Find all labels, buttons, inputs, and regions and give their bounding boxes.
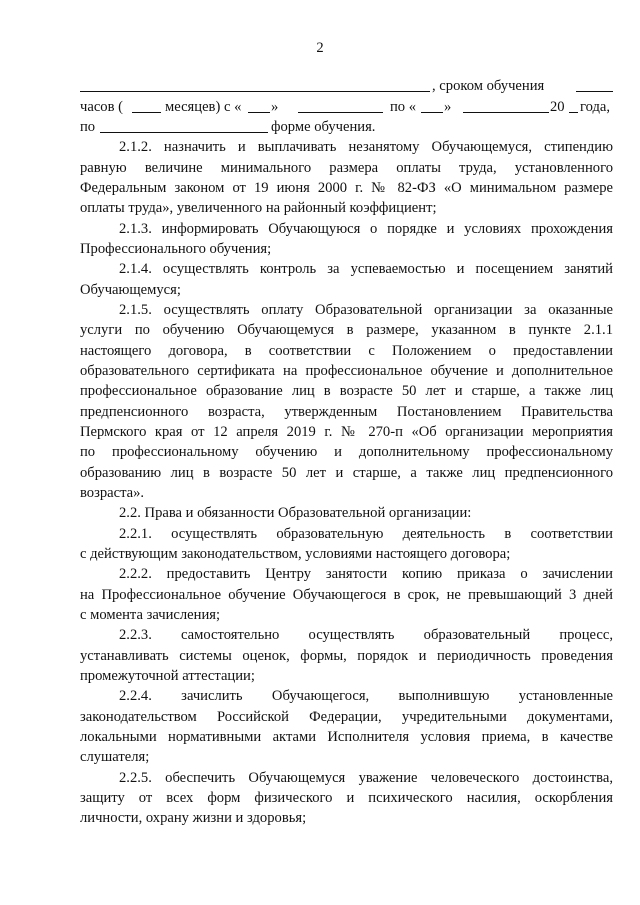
blank-field [576, 76, 613, 92]
year-number: 20 [550, 99, 565, 115]
text-line: 2.2. Права и обязанности Образовательной организации: [119, 505, 472, 521]
quote-close: » [271, 99, 279, 115]
text-line: профессиональное образование лиц в возрасте 50 лет и старше, а также лиц [80, 383, 613, 399]
text-line: Профессионального обучения; [80, 241, 272, 257]
text-line: Пермского края от 12 апреля 2019 г. № 270-п «Об организации мероприятия [80, 424, 613, 440]
hours-label: часов ( [80, 99, 123, 115]
blank-field [100, 117, 268, 133]
text-line: предпенсионного возраста, утвержденным Постановлением Правительства [80, 404, 613, 420]
months-label: месяцев) с « [165, 99, 242, 115]
header-line-3 [80, 117, 613, 138]
blank-field [248, 97, 270, 113]
header-line-1 [80, 76, 613, 97]
text-line: образовательного сертификата на профессиональное обучение и дополнительное [80, 363, 613, 379]
quote-close: » [444, 99, 452, 115]
text-line: локальными нормативными актами Исполнителя условия приема, в качестве [80, 729, 613, 745]
header-term-text: , сроком обучения [432, 78, 545, 94]
text-line: устанавливать системы оценок, формы, порядок и периодичность проведения [80, 648, 613, 664]
po-label: по [80, 119, 96, 135]
text-line: образованию лиц в возрасте 50 лет и старше, а также лиц предпенсионного [80, 465, 613, 481]
blank-field [421, 97, 443, 113]
text-line: 2.1.4. осуществлять контроль за успеваемостью и посещением занятий [119, 261, 613, 277]
text-line: 2.2.1. осуществлять образовательную деятельность в соответствии [119, 526, 613, 542]
page-number: 2 [316, 40, 324, 56]
po-label: по « [390, 99, 417, 115]
text-line: 2.1.5. осуществлять оплату Образовательной организации за оказанные [119, 302, 613, 318]
text-line: личности, охрану жизни и здоровья; [80, 810, 307, 826]
text-line: 2.1.3. информировать Обучающуюся о порядке и условиях прохождения [119, 221, 613, 237]
text-line: на Профессиональное обучение Обучающегося в срок, не превышающий 3 дней [80, 587, 613, 603]
text-line: по профессиональному обучению и дополнительному профессиональному [80, 444, 613, 460]
text-line: 2.2.3. самостоятельно осуществлять образовательный процесс, [119, 627, 613, 643]
blank-field [569, 97, 578, 113]
header-line-2 [80, 97, 613, 118]
text-line: с действующим законодательством, условиями настоящего договора; [80, 546, 511, 562]
text-line: 2.2.4. зачислить Обучающегося, выполнившую установленные [119, 688, 613, 704]
text-line: 2.1.2. назначить и выплачивать незанятому Обучающемуся, стипендию [119, 139, 613, 155]
blank-field [80, 76, 430, 92]
text-line: промежуточной аттестации; [80, 668, 255, 684]
blank-field [463, 97, 549, 113]
text-line: услуги по обучению Обучающемуся в размере, указанном в пункте 2.1.1 [80, 322, 613, 338]
text-line: с момента зачисления; [80, 607, 221, 623]
form-label: форме обучения. [271, 119, 376, 135]
text-line: законодательством Российской Федерации, учредительными документами, [80, 709, 613, 725]
year-label: года, [580, 99, 611, 115]
text-line: Федеральным законом от 19 июня 2000 г. № 82-ФЗ «О минимальном размере [80, 180, 613, 196]
text-line: Обучающемуся; [80, 282, 181, 298]
text-line: равную величине минимального размера оплаты труда, установленного [80, 160, 613, 176]
text-line: защиту от всех форм физического и психического насилия, оскорбления [80, 790, 613, 806]
text-line: возраста». [80, 485, 145, 501]
blank-field [298, 97, 383, 113]
text-line: оплаты труда», увеличенного на районный коэффициент; [80, 200, 437, 216]
text-line: 2.2.2. предоставить Центру занятости копию приказа о зачислении [119, 566, 613, 582]
text-line: слушателя; [80, 749, 150, 765]
text-line: настоящего договора, в соответствии с Положением о предоставлении [80, 343, 613, 359]
blank-field [132, 97, 161, 113]
text-line: 2.2.5. обеспечить Обучающемуся уважение человеческого достоинства, [119, 770, 613, 786]
